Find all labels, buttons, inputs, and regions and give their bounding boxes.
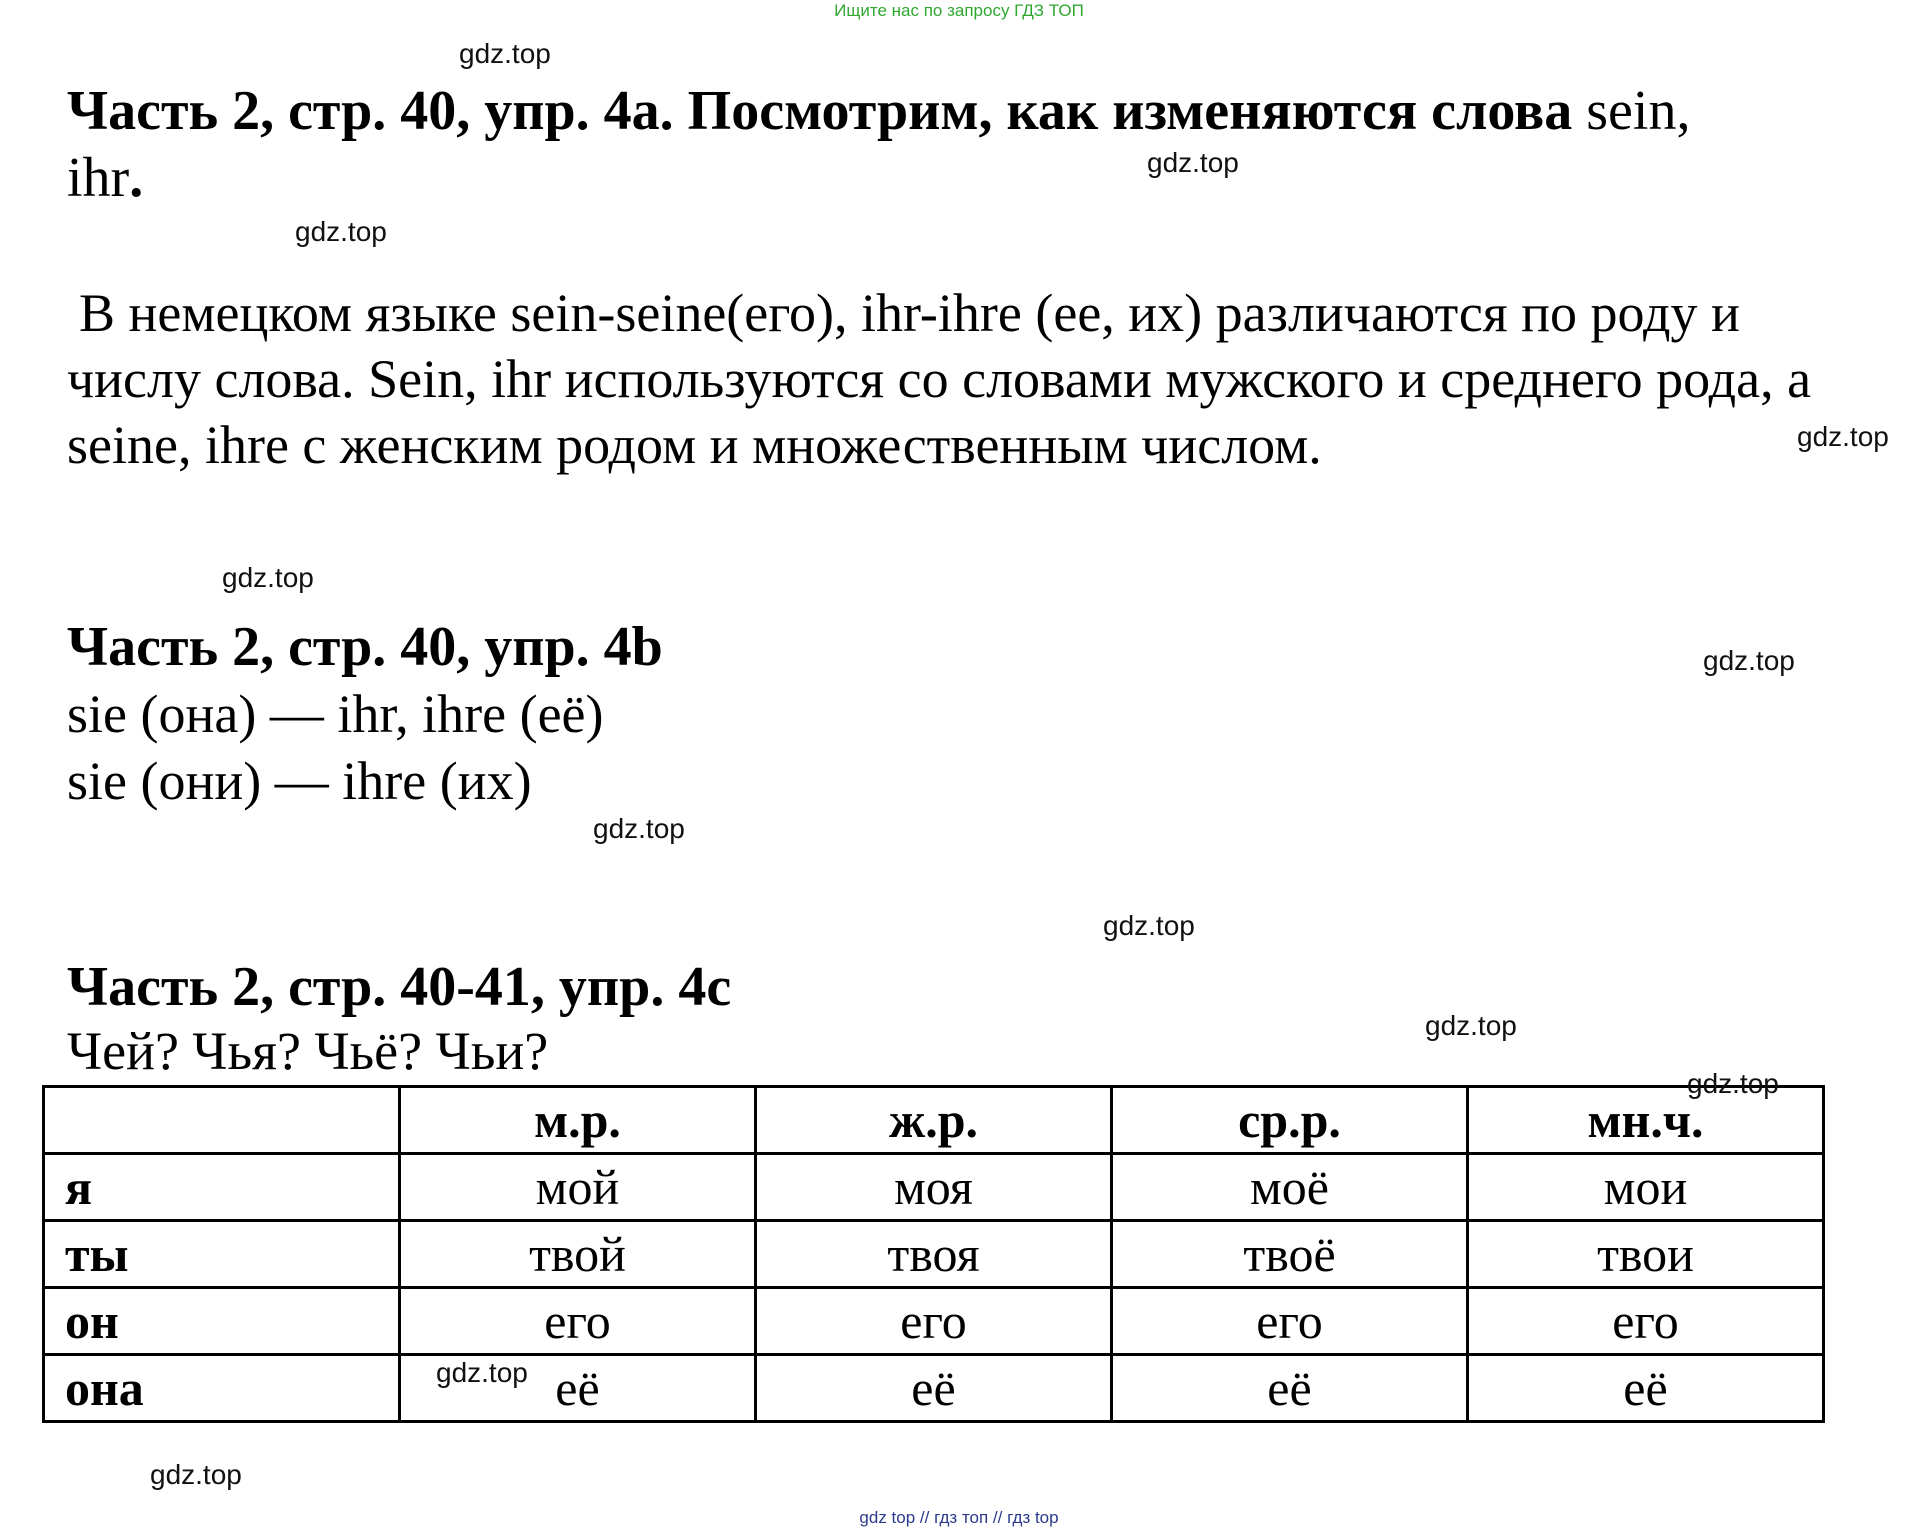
watermark: gdz.top	[1797, 421, 1889, 452]
table-cell: его	[1112, 1288, 1468, 1355]
watermark: gdz.top	[1687, 1068, 1779, 1099]
table-row	[44, 1355, 1824, 1422]
bottom-banner: gdz top // гдз топ // гдз top	[859, 1508, 1059, 1527]
table-header-cell	[44, 1087, 400, 1154]
table-cell: его	[756, 1288, 1112, 1355]
section-a-title	[67, 78, 1690, 144]
table-header-row	[44, 1087, 1824, 1154]
watermark: gdz.top	[436, 1357, 528, 1388]
table-row	[44, 1288, 1824, 1355]
table-row-pronoun: ты	[44, 1221, 400, 1288]
section-c-question: Чей? Чья? Чьё? Чьи?	[67, 1021, 549, 1081]
possessive-table	[42, 1085, 1825, 1423]
watermark: gdz.top	[593, 813, 685, 844]
section-a-title-bold: Часть 2, стр. 40, упр. 4а. Посмотрим, как изменяются слова	[67, 80, 1573, 142]
section-b-line1: sie (она) — ihr, ihre (её)	[67, 684, 604, 744]
section-b-title: Часть 2, стр. 40, упр. 4b	[67, 616, 663, 678]
watermark: gdz.top	[150, 1459, 242, 1490]
table-row-pronoun: я	[44, 1154, 400, 1221]
table-row-pronoun: она	[44, 1355, 400, 1422]
section-b-line2: sie (они) — ihre (их)	[67, 751, 532, 811]
table-cell: его	[1468, 1288, 1824, 1355]
watermark: gdz.top	[1425, 1010, 1517, 1041]
table-row-pronoun: он	[44, 1288, 400, 1355]
table-cell: её	[756, 1355, 1112, 1422]
table-cell: мой	[400, 1154, 756, 1221]
table-cell: моё	[1112, 1154, 1468, 1221]
table-row	[44, 1221, 1824, 1288]
table-row	[44, 1154, 1824, 1221]
table-cell: её	[1468, 1355, 1824, 1422]
table-cell: мои	[1468, 1154, 1824, 1221]
section-a-title-ihr: ihr	[67, 147, 130, 209]
watermark: gdz.top	[1147, 147, 1239, 178]
watermark: gdz.top	[222, 562, 314, 593]
table-cell: твой	[400, 1221, 756, 1288]
watermark: gdz.top	[1703, 645, 1795, 676]
section-c-title: Часть 2, стр. 40-41, упр. 4с	[67, 956, 732, 1018]
table-cell: твоя	[756, 1221, 1112, 1288]
table-header-cell: ср.р.	[1112, 1087, 1468, 1154]
table-header-cell: м.р.	[400, 1087, 756, 1154]
top-banner: Ищите нас по запросу ГДЗ ТОП	[834, 1, 1084, 20]
table-cell: его	[400, 1288, 756, 1355]
table-header-cell: ж.р.	[756, 1087, 1112, 1154]
watermark: gdz.top	[1103, 910, 1195, 941]
section-a-title-words: sein,	[1586, 80, 1691, 142]
table-cell: твои	[1468, 1221, 1824, 1288]
table-cell: её	[1112, 1355, 1468, 1422]
table-header-cell: мн.ч.	[1468, 1087, 1824, 1154]
table-cell: моя	[756, 1154, 1112, 1221]
section-a-title-dot: .	[129, 147, 144, 209]
table-cell: её	[400, 1355, 756, 1422]
section-a-title-line2	[67, 145, 143, 211]
watermark: gdz.top	[295, 216, 387, 247]
table-cell: твоё	[1112, 1221, 1468, 1288]
watermark: gdz.top	[459, 38, 551, 69]
section-a-paragraph: В немецком языке sein-seine(его), ihr-ihre (ее, их) различаются по роду и числу слова. Sein, ihr используются со словами мужского и среднего рода, а seine, ihre с женским родом и множественным числом.	[67, 283, 1812, 475]
